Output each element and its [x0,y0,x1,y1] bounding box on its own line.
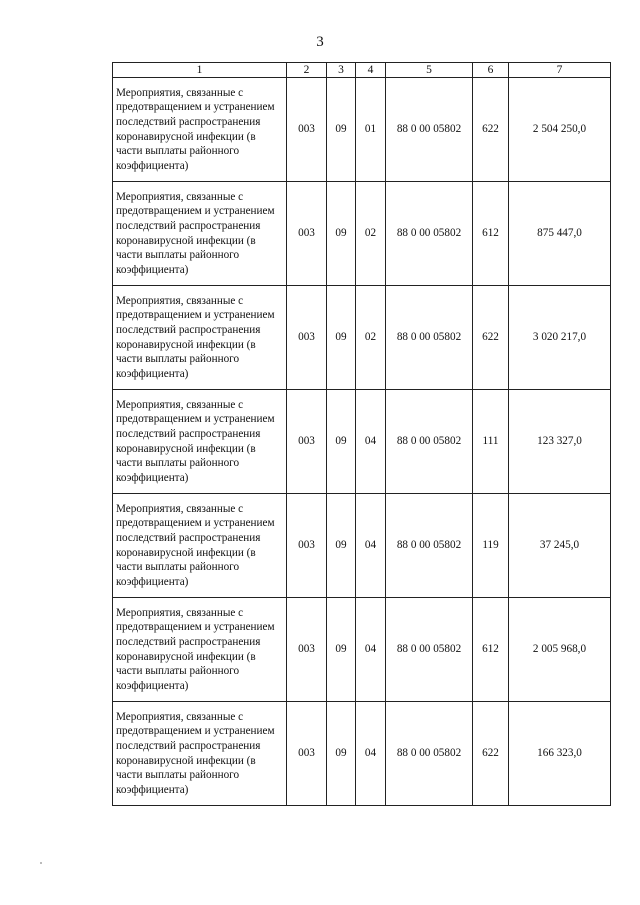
row-section-code: 09 [327,182,356,286]
table-row [113,702,611,806]
row-ministry-code: 003 [287,286,327,390]
column-header-2: 2 [287,63,327,78]
row-amount: 37 245,0 [509,494,611,598]
row-description: Мероприятия, связанные с предотвращением и устранением последствий распространения коронавирусной инфекции (в части выплаты районного коэффициента) [113,598,287,702]
row-subsection-code: 02 [356,182,386,286]
row-ministry-code: 003 [287,182,327,286]
table-row [113,286,611,390]
row-subsection-code: 04 [356,494,386,598]
row-section-code: 09 [327,78,356,182]
row-description: Мероприятия, связанные с предотвращением и устранением последствий распространения коронавирусной инфекции (в части выплаты районного коэффициента) [113,390,287,494]
table-row [113,494,611,598]
row-target-article: 88 0 00 05802 [386,598,473,702]
row-subsection-code: 04 [356,598,386,702]
row-description: Мероприятия, связанные с предотвращением и устранением последствий распространения коронавирусной инфекции (в части выплаты районного коэффициента) [113,182,287,286]
row-target-article: 88 0 00 05802 [386,182,473,286]
row-subsection-code: 01 [356,78,386,182]
row-description: Мероприятия, связанные с предотвращением и устранением последствий распространения коронавирусной инфекции (в части выплаты районного коэффициента) [113,494,287,598]
row-expense-type: 111 [473,390,509,494]
header-row [113,63,611,78]
row-ministry-code: 003 [287,702,327,806]
table-header [113,63,611,78]
row-section-code: 09 [327,494,356,598]
table-row [113,78,611,182]
row-amount: 166 323,0 [509,702,611,806]
row-target-article: 88 0 00 05802 [386,78,473,182]
row-subsection-code: 02 [356,286,386,390]
row-section-code: 09 [327,390,356,494]
row-section-code: 09 [327,286,356,390]
row-expense-type: 119 [473,494,509,598]
row-section-code: 09 [327,702,356,806]
table-row [113,182,611,286]
row-section-code: 09 [327,598,356,702]
row-ministry-code: 003 [287,598,327,702]
budget-table [112,62,611,806]
row-ministry-code: 003 [287,78,327,182]
row-target-article: 88 0 00 05802 [386,286,473,390]
row-ministry-code: 003 [287,494,327,598]
row-description: Мероприятия, связанные с предотвращением и устранением последствий распространения коронавирусной инфекции (в части выплаты районного коэффициента) [113,702,287,806]
page-number: 3 [316,34,324,50]
row-target-article: 88 0 00 05802 [386,494,473,598]
table-row [113,598,611,702]
row-target-article: 88 0 00 05802 [386,702,473,806]
row-description: Мероприятия, связанные с предотвращением и устранением последствий распространения коронавирусной инфекции (в части выплаты районного коэффициента) [113,286,287,390]
row-subsection-code: 04 [356,390,386,494]
column-header-1: 1 [113,63,287,78]
row-amount: 2 504 250,0 [509,78,611,182]
column-header-7: 7 [509,63,611,78]
row-amount: 3 020 217,0 [509,286,611,390]
table-row [113,390,611,494]
row-expense-type: 622 [473,78,509,182]
row-expense-type: 622 [473,286,509,390]
row-expense-type: 612 [473,182,509,286]
row-expense-type: 622 [473,702,509,806]
row-ministry-code: 003 [287,390,327,494]
row-expense-type: 612 [473,598,509,702]
row-target-article: 88 0 00 05802 [386,390,473,494]
column-header-5: 5 [386,63,473,78]
row-amount: 123 327,0 [509,390,611,494]
column-header-3: 3 [327,63,356,78]
row-subsection-code: 04 [356,702,386,806]
row-amount: 2 005 968,0 [509,598,611,702]
row-description: Мероприятия, связанные с предотвращением и устранением последствий распространения коронавирусной инфекции (в части выплаты районного коэффициента) [113,78,287,182]
scan-artifact [40,862,42,864]
column-header-4: 4 [356,63,386,78]
row-amount: 875 447,0 [509,182,611,286]
table-body [113,78,611,806]
column-header-6: 6 [473,63,509,78]
